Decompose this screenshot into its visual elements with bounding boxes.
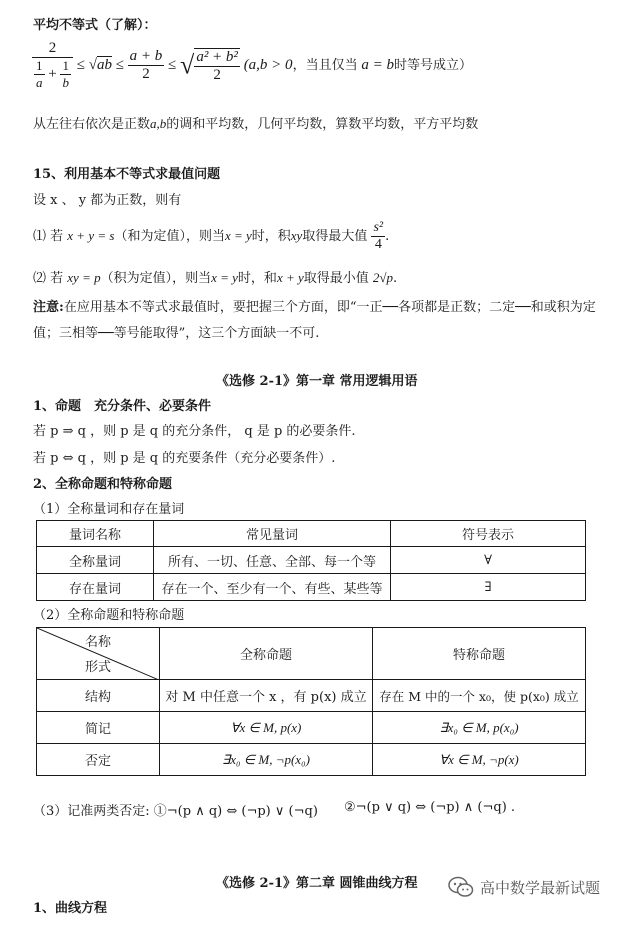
chapter1-sub2: 2、全称命题和特称命题 [33,477,173,492]
table-row [37,628,586,680]
table-header: 常见量词 [154,521,391,547]
chapter1-sub2-3b: ②¬(p ∨ q) ⇔ (¬p) ∧ (¬q) . [344,800,516,815]
wechat-icon [448,876,474,898]
table-cell: 否定 [37,744,160,776]
table-cell: ∃ [391,574,586,601]
proposition-table [36,627,586,776]
table-row [37,547,586,574]
table-row [37,521,586,547]
table-cell: 对 M 中任意一个 x ，有 p(x) 成立 [160,680,373,712]
table-cell: 存在量词 [37,574,154,601]
table-header: 全称命题 [160,628,373,680]
corner-bottom-label: 形式 [85,660,112,675]
table-row [37,574,586,601]
chapter1-line2: 若 p ⇔ q ，则 p 是 q 的充要条件（充分必要条件）. [33,451,336,466]
avg-eq: a = b [361,56,394,73]
avg-cond: (a,b > 0 [243,56,293,73]
avg-note: ，当且仅当 [292,57,358,73]
watermark-text: 高中数学最新试题 [480,878,601,897]
section15-item2: ⑵ 若 xy = p（积为定值），则当x = y时，和x + y取得最小值 2√p. [33,270,398,286]
section15-note-line2: 值；三相等──等号能取得”，这三个方面缺一不可. [33,326,320,341]
table-row [37,712,586,744]
table-cell: 简记 [37,712,160,744]
chapter2-title: 《选修 2-1》第二章 圆锥曲线方程 [216,876,418,891]
table-cell: ∀ [391,547,586,574]
section15-note: 注意:在应用基本不等式求最值时，要把握三个方面，即“一正──各项都是正数；二定──和或积为定 [33,300,596,315]
table-cell: 存在一个、至少有一个、有些、某些等 [154,574,391,601]
table-header: 量词名称 [37,521,154,547]
table-cell: ∀x ∈ M, p(x) [160,712,373,744]
chapter1-title: 《选修 2-1》第一章 常用逻辑用语 [216,374,418,389]
chapter1-line1: 若 p ⇒ q ，则 p 是 q 的充分条件， q 是 p 的必要条件. [33,424,356,439]
chapter1-sub1: 1、命题 充分条件、必要条件 [33,399,212,414]
table-cell: 结构 [37,680,160,712]
chapter2-sub1: 1、曲线方程 [33,901,108,916]
table-cell: 所有、一切、任意、全部、每一个等 [154,547,391,574]
table-header: 特称命题 [373,628,586,680]
table-cell: ∃x₀ ∈ M, p(x₀) [373,712,586,744]
avg-desc: 从左往右依次是正数a,b的调和平均数，几何平均数，算数平均数，平方平均数 [33,116,479,132]
section15-intro: 设 x 、 y 都为正数，则有 [33,193,182,208]
avg-tail: 时等号成立） [393,57,472,73]
table-cell: 存在 M 中的一个 x₀，使 p(x₀) 成立 [373,680,586,712]
table-cell: ∀x ∈ M, ¬p(x) [373,744,586,776]
watermark [448,876,600,898]
table-cell: 全称量词 [37,547,154,574]
section15-item1: ⑴ 若 x + y = s（和为定值），则当x = y时，积xy取得最大值 $\frac{\text{s²}}{4}$ . [33,220,390,252]
section15-title: 15、利用基本不等式求最值问题 [33,167,221,182]
avg-formula: 2 $\frac{1}{a}$ + $\frac{1}{b}$ ≤ √ab ≤ $\frac{a + b}{2}$ ≤ √ $\frac{\text{a² + b²}}{2}$ (a,b > 0，当且仅当 a = b时等号成立） [32,40,472,110]
table-row [37,744,586,776]
chapter1-sub2-2: （2）全称命题和特称命题 [33,608,185,623]
table-header: 符号表示 [391,521,586,547]
avg-title: 平均不等式（了解）： [33,18,157,33]
corner-top-label: 名称 [85,635,112,650]
chapter1-sub2-1: （1）全称量词和存在量词 [33,502,185,517]
quantifier-table [36,520,586,601]
chapter1-sub2-3a: （3）记准两类否定: ①¬(p ∧ q) ⇔ (¬p) ∨ (¬q) [33,804,318,819]
table-cell: ∃x₀ ∈ M, ¬p(x₀) [160,744,373,776]
table-corner-cell [37,628,160,680]
table-row [37,680,586,712]
